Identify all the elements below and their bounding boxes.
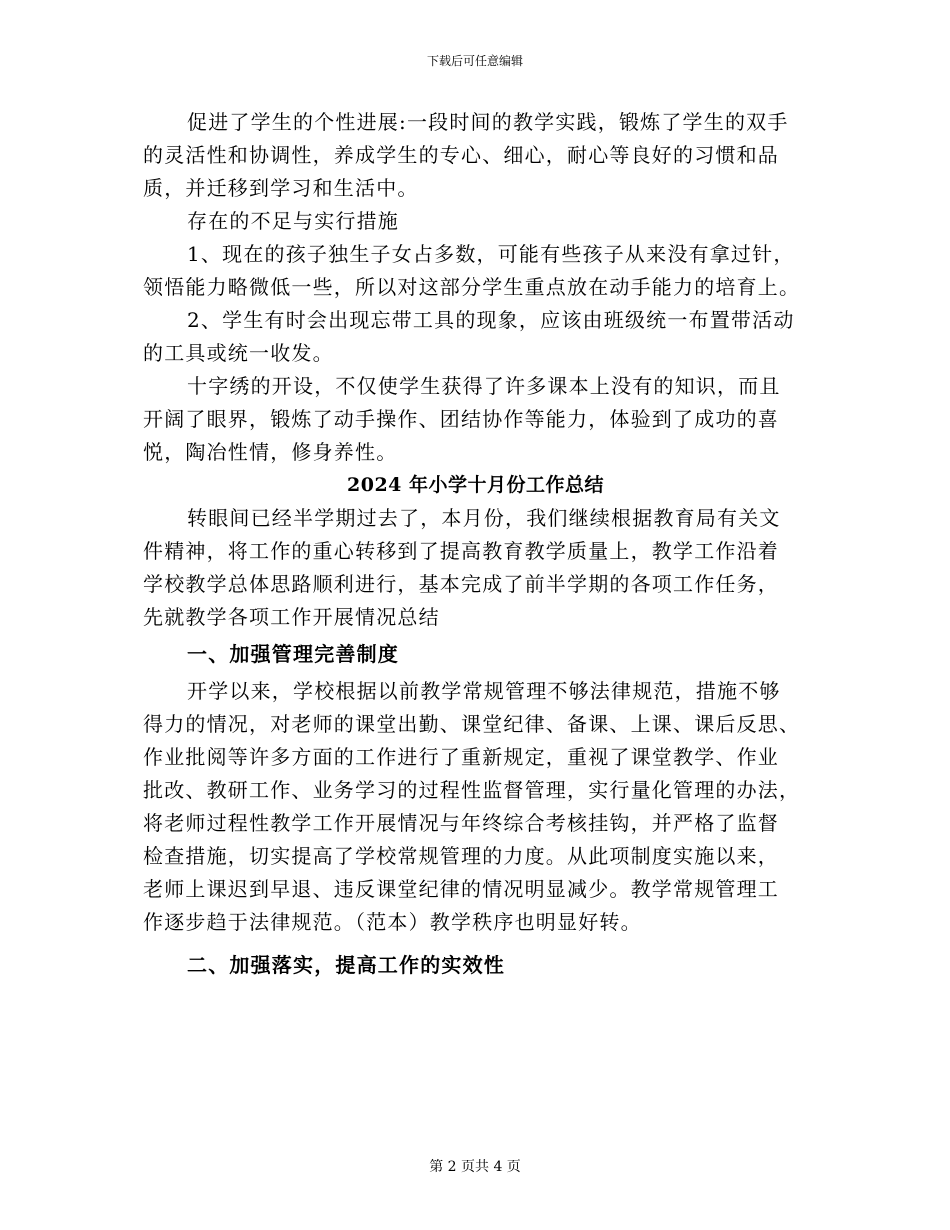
- paragraph-line: 将老师过程性教学工作开展情况与年终综合考核挂钩，并严格了监督: [143, 811, 779, 835]
- paragraph-line: 作业批阅等许多方面的工作进行了重新规定，重视了课堂教学、作业: [143, 745, 779, 769]
- paragraph-line: 存在的不足与实行措施: [187, 209, 399, 233]
- page-footer: 第 2 页共 4 页: [429, 1159, 521, 1175]
- paragraph-line: 开阔了眼界，锻炼了动手操作、团结协作等能力，体验到了成功的喜: [143, 407, 779, 431]
- heading-1: 一、加强管理完善制度: [187, 642, 399, 666]
- paragraph-line: 促进了学生的个性进展:一段时间的教学实践，锻炼了学生的双手: [187, 110, 789, 134]
- paragraph-line: 的工具或统一收发。: [143, 341, 334, 365]
- paragraph-line: 作逐步趋于法律规范。（范本）教学秩序也明显好转。: [143, 910, 642, 934]
- paragraph-line: 2、学生有时会出现忘带工具的现象，应该由班级统一布置带活动: [187, 308, 795, 332]
- page-header: 下载后可任意编辑: [426, 54, 523, 68]
- paragraph-line: 件精神，将工作的重心转移到了提高教育教学质量上，教学工作沿着: [143, 539, 779, 563]
- paragraph-line: 检查措施，切实提高了学校常规管理的力度。从此项制度实施以来，: [143, 844, 779, 868]
- paragraph-line: 学校教学总体思路顺利进行，基本完成了前半学期的各项工作任务，: [143, 572, 779, 596]
- paragraph-line: 先就教学各项工作开展情况总结: [143, 605, 440, 629]
- document-body: [143, 110, 808, 986]
- heading-2: 二、加强落实，提高工作的实效性: [187, 953, 505, 977]
- paragraph-line: 十字绣的开设，不仅使学生获得了许多课本上没有的知识，而且: [187, 374, 781, 398]
- paragraph-line: 领悟能力略微低一些，所以对这部分学生重点放在动手能力的培育上。: [143, 275, 801, 299]
- paragraph-line: 1、现在的孩子独生子女占多数，可能有些孩子从来没有拿过针，: [187, 242, 795, 266]
- section-title: 2024 年小学十月份工作总结: [347, 474, 604, 496]
- paragraph-line: 老师上课迟到早退、违反课堂纪律的情况明显减少。教学常规管理工: [143, 877, 779, 901]
- paragraph-line: 的灵活性和协调性，养成学生的专心、细心，耐心等良好的习惯和品: [143, 143, 779, 167]
- paragraph-line: 得力的情况，对老师的课堂出勤、课堂纪律、备课、上课、课后反思、: [143, 712, 801, 736]
- paragraph-line: 悦，陶冶性情，修身养性。: [143, 440, 398, 464]
- paragraph-line: 批改、教研工作、业务学习的过程性监督管理，实行量化管理的办法，: [143, 778, 801, 802]
- paragraph-line: 质，并迁移到学习和生活中。: [143, 176, 419, 200]
- paragraph-line: 转眼间已经半学期过去了，本月份，我们继续根据教育局有关文: [187, 506, 781, 530]
- paragraph-line: 开学以来，学校根据以前教学常规管理不够法律规范，措施不够: [187, 679, 781, 703]
